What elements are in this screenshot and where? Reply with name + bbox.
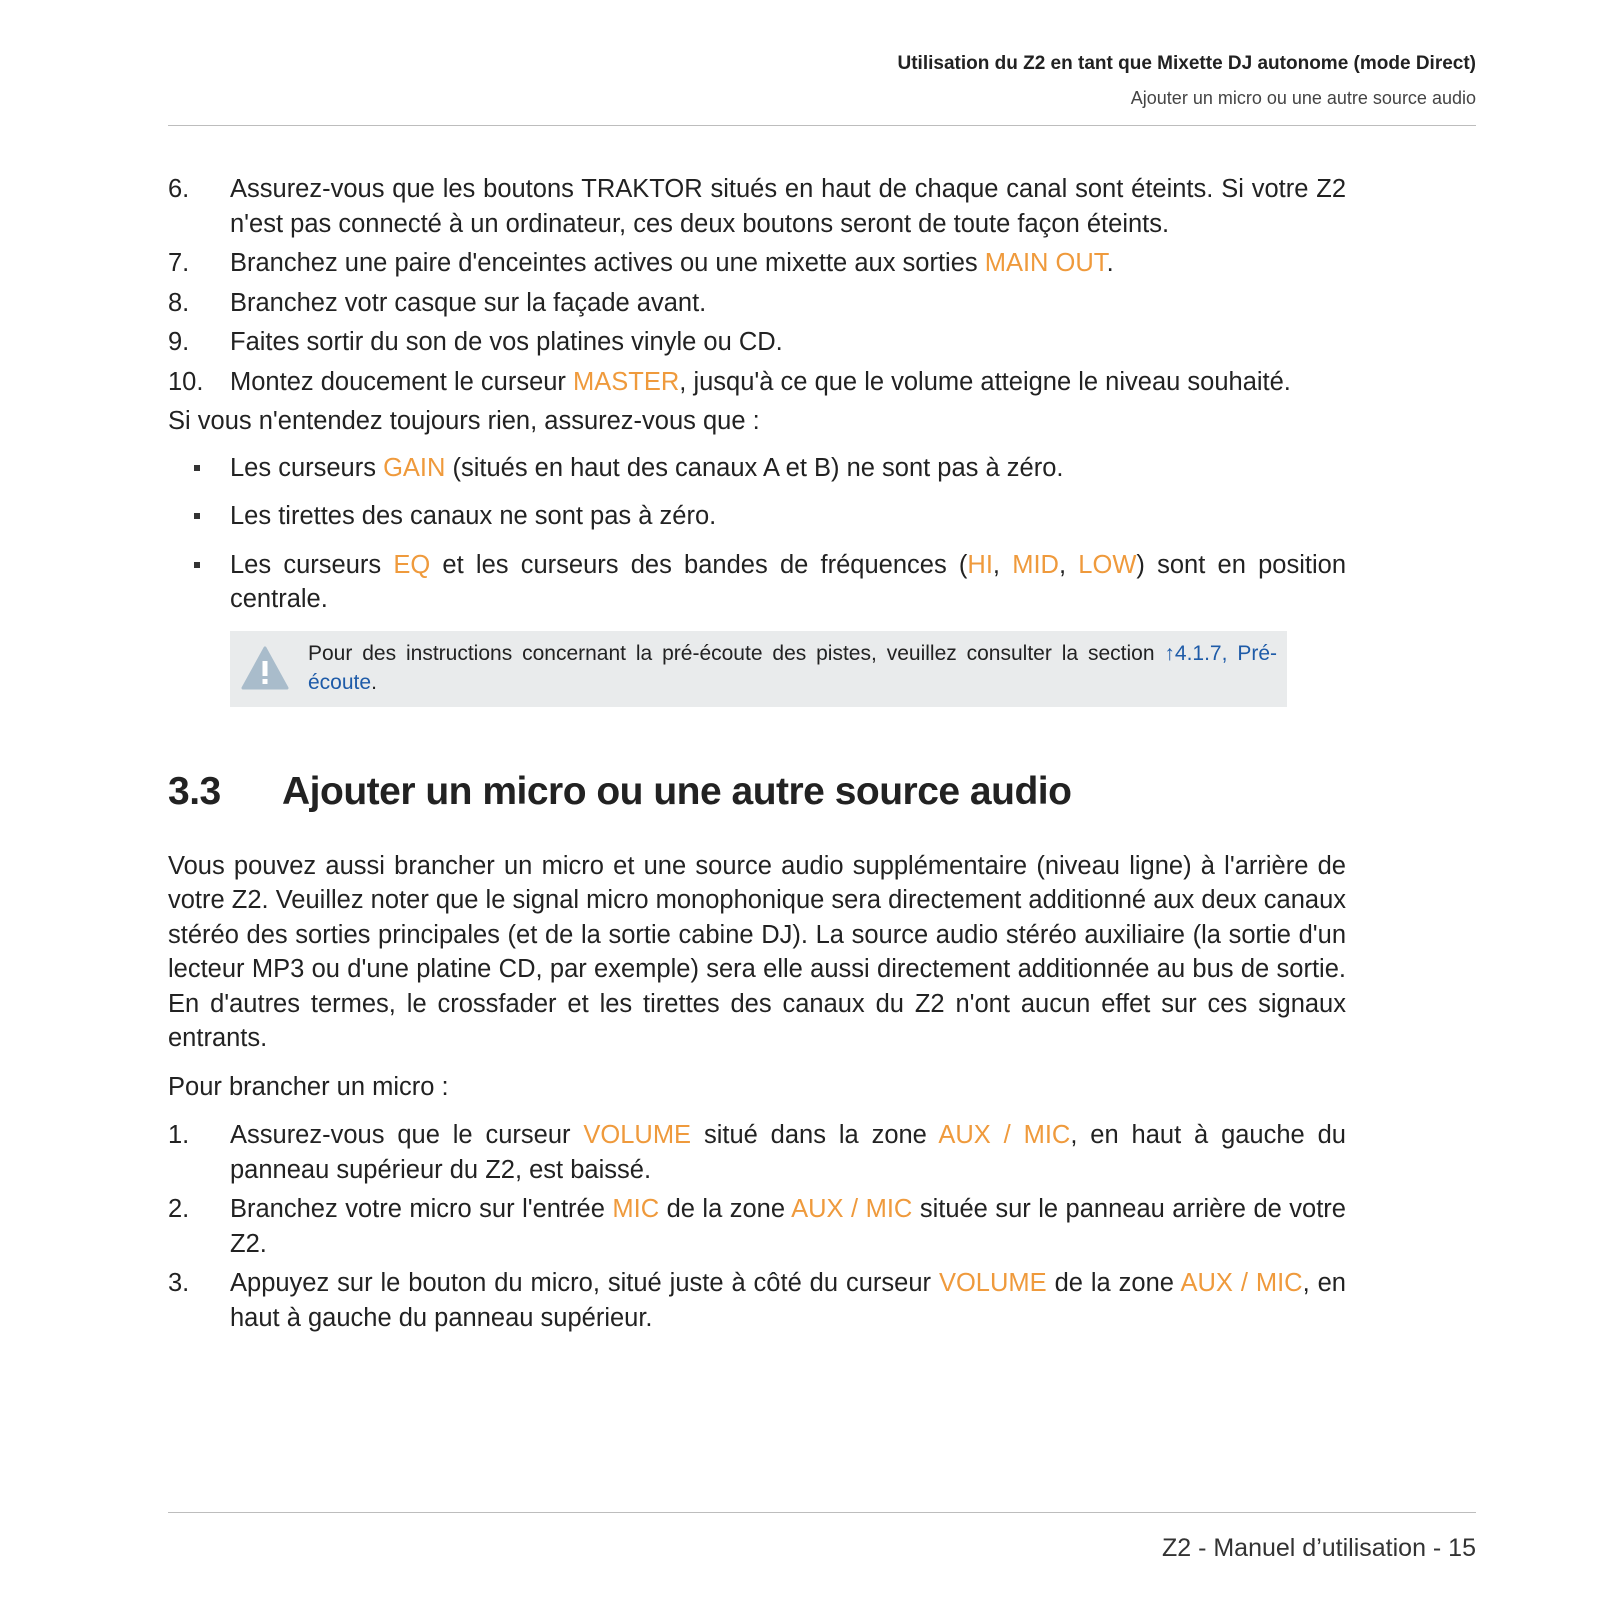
mic-intro: Pour brancher un micro :	[168, 1072, 449, 1101]
ui-label-highlight: VOLUME	[583, 1121, 692, 1149]
ui-label-highlight: AUX / MIC	[938, 1121, 1071, 1149]
text-run: et les curseurs des bandes de fréquences (	[430, 550, 968, 579]
note-text: Pour des instructions concernant la pré-écoute des pistes, veuillez consulter la section	[308, 641, 1165, 665]
step-number: 6.	[168, 175, 190, 203]
text-run: situé dans la zone	[691, 1121, 939, 1149]
ui-label-highlight: MIC	[612, 1195, 660, 1223]
text-run: Les curseurs	[230, 550, 394, 579]
text-run: Montez doucement le curseur	[230, 367, 574, 396]
footer-divider	[168, 1512, 1476, 1513]
step-item	[168, 325, 1346, 360]
text-run: Branchez votre micro sur l'entrée	[230, 1195, 613, 1223]
note-link[interactable]: ↑4.1.7, Pré-écoute	[308, 641, 1277, 694]
text-run: ,	[1058, 550, 1079, 579]
step-number: 7.	[168, 249, 190, 277]
section-title: Ajouter un micro ou une autre source audio	[282, 769, 1072, 813]
ui-label-highlight: VOLUME	[938, 1269, 1047, 1297]
page-content	[168, 172, 1346, 1340]
text-run: Branchez une paire d'enceintes actives ou une mixette aux sorties	[230, 249, 985, 277]
check-bullet-list	[168, 451, 1346, 617]
text-run: , en haut à gauche du panneau supérieur.	[230, 1269, 1346, 1332]
text-run: Branchez votr casque sur la façade avant.	[230, 288, 707, 317]
header-divider	[168, 125, 1476, 126]
text-run: ) sont en position centrale.	[230, 550, 1347, 613]
ui-label-highlight: AUX / MIC	[791, 1195, 913, 1223]
section-paragraph: Vous pouvez aussi brancher un micro et une source audio supplémentaire (niveau ligne) à l'arrière de votre Z2. Veuillez noter que le signal micro monophonique sera directement additionné aux deux canaux stéréo des sorties principales (et de la sortie cabine DJ). La source audio stéréo auxiliaire (la sortie d'un lecteur MP3 ou d'une platine CD, par exemple) sera elle aussi directement additionnée au bus de sortie. En d'autres termes, le crossfader et les tirettes des canaux du Z2 n'ont aucun effet sur ces signaux entrants.	[168, 851, 1346, 1052]
step-number: 8.	[168, 288, 190, 317]
text-run: située sur le panneau arrière de votre Z2.	[230, 1195, 1346, 1258]
bullet-item	[168, 548, 1346, 617]
text-run: .	[1106, 249, 1114, 277]
bullet-item	[168, 451, 1346, 486]
text-run: , jusqu'à ce que le volume atteigne le niveau souhaité.	[679, 367, 1291, 396]
header-subtitle: Ajouter un micro ou une autre source audio	[1130, 88, 1476, 108]
step-number: 10.	[168, 367, 204, 396]
text-run: Appuyez sur le bouton du micro, situé juste à côté du curseur	[230, 1269, 939, 1297]
bullet-square-icon	[194, 465, 200, 471]
check-intro: Si vous n'entendez toujours rien, assurez-vous que :	[168, 407, 760, 435]
bullet-square-icon	[194, 562, 200, 568]
ui-label-highlight: MAIN OUT	[984, 249, 1107, 277]
bullet-item	[168, 499, 1346, 534]
text-run: ,	[992, 550, 1013, 579]
ui-label-highlight: MASTER	[573, 367, 680, 396]
step-item	[168, 246, 1346, 281]
text-run: (situés en haut des canaux A et B) ne sont pas à zéro.	[445, 453, 1064, 482]
ui-label-highlight: GAIN	[383, 453, 446, 482]
text-run: Faites sortir du son de vos platines vinyle ou CD.	[230, 328, 783, 356]
page-header	[168, 52, 1476, 110]
text-run: Assurez-vous que le curseur	[230, 1121, 584, 1149]
bullet-square-icon	[194, 513, 200, 519]
step-item	[168, 365, 1346, 400]
step-number: 3.	[168, 1269, 190, 1297]
warning-icon	[240, 645, 290, 691]
steps-mic-list	[168, 1118, 1346, 1335]
step-item	[168, 1118, 1346, 1187]
text-run: Assurez-vous que les boutons TRAKTOR situés en haut de chaque canal sont éteints. Si votre Z2 n'est pas connecté à un ordinateur, ces deux boutons seront de toute façon éteints.	[230, 175, 1346, 238]
text-run: Les curseurs	[230, 453, 384, 482]
section-heading	[168, 769, 1346, 815]
ui-label-highlight: HI	[967, 550, 993, 579]
step-item	[168, 1266, 1346, 1335]
ui-label-highlight: AUX / MIC	[1180, 1269, 1303, 1297]
text-run: Les tirettes des canaux ne sont pas à zéro.	[230, 502, 717, 530]
text-run: de la zone	[659, 1195, 792, 1223]
step-item	[168, 286, 1346, 321]
step-item	[168, 1192, 1346, 1261]
step-number: 1.	[168, 1121, 190, 1149]
step-number: 2.	[168, 1195, 190, 1223]
text-run: , en haut à gauche du panneau supérieur du Z2, est baissé.	[230, 1121, 1346, 1184]
note-box	[230, 631, 1287, 707]
ui-label-highlight: MID	[1012, 550, 1059, 579]
page-footer: Z2 - Manuel d’utilisation - 15	[1161, 1534, 1476, 1562]
step-number: 9.	[168, 328, 190, 356]
ui-label-highlight: EQ	[393, 550, 431, 579]
steps-top-list	[168, 172, 1346, 399]
step-item	[168, 172, 1346, 241]
section-number: 3.3	[168, 769, 221, 813]
ui-label-highlight: LOW	[1078, 550, 1137, 579]
text-run: de la zone	[1046, 1269, 1181, 1297]
header-title: Utilisation du Z2 en tant que Mixette DJ autonome (mode Direct)	[897, 53, 1476, 74]
note-text-end: .	[371, 670, 377, 694]
